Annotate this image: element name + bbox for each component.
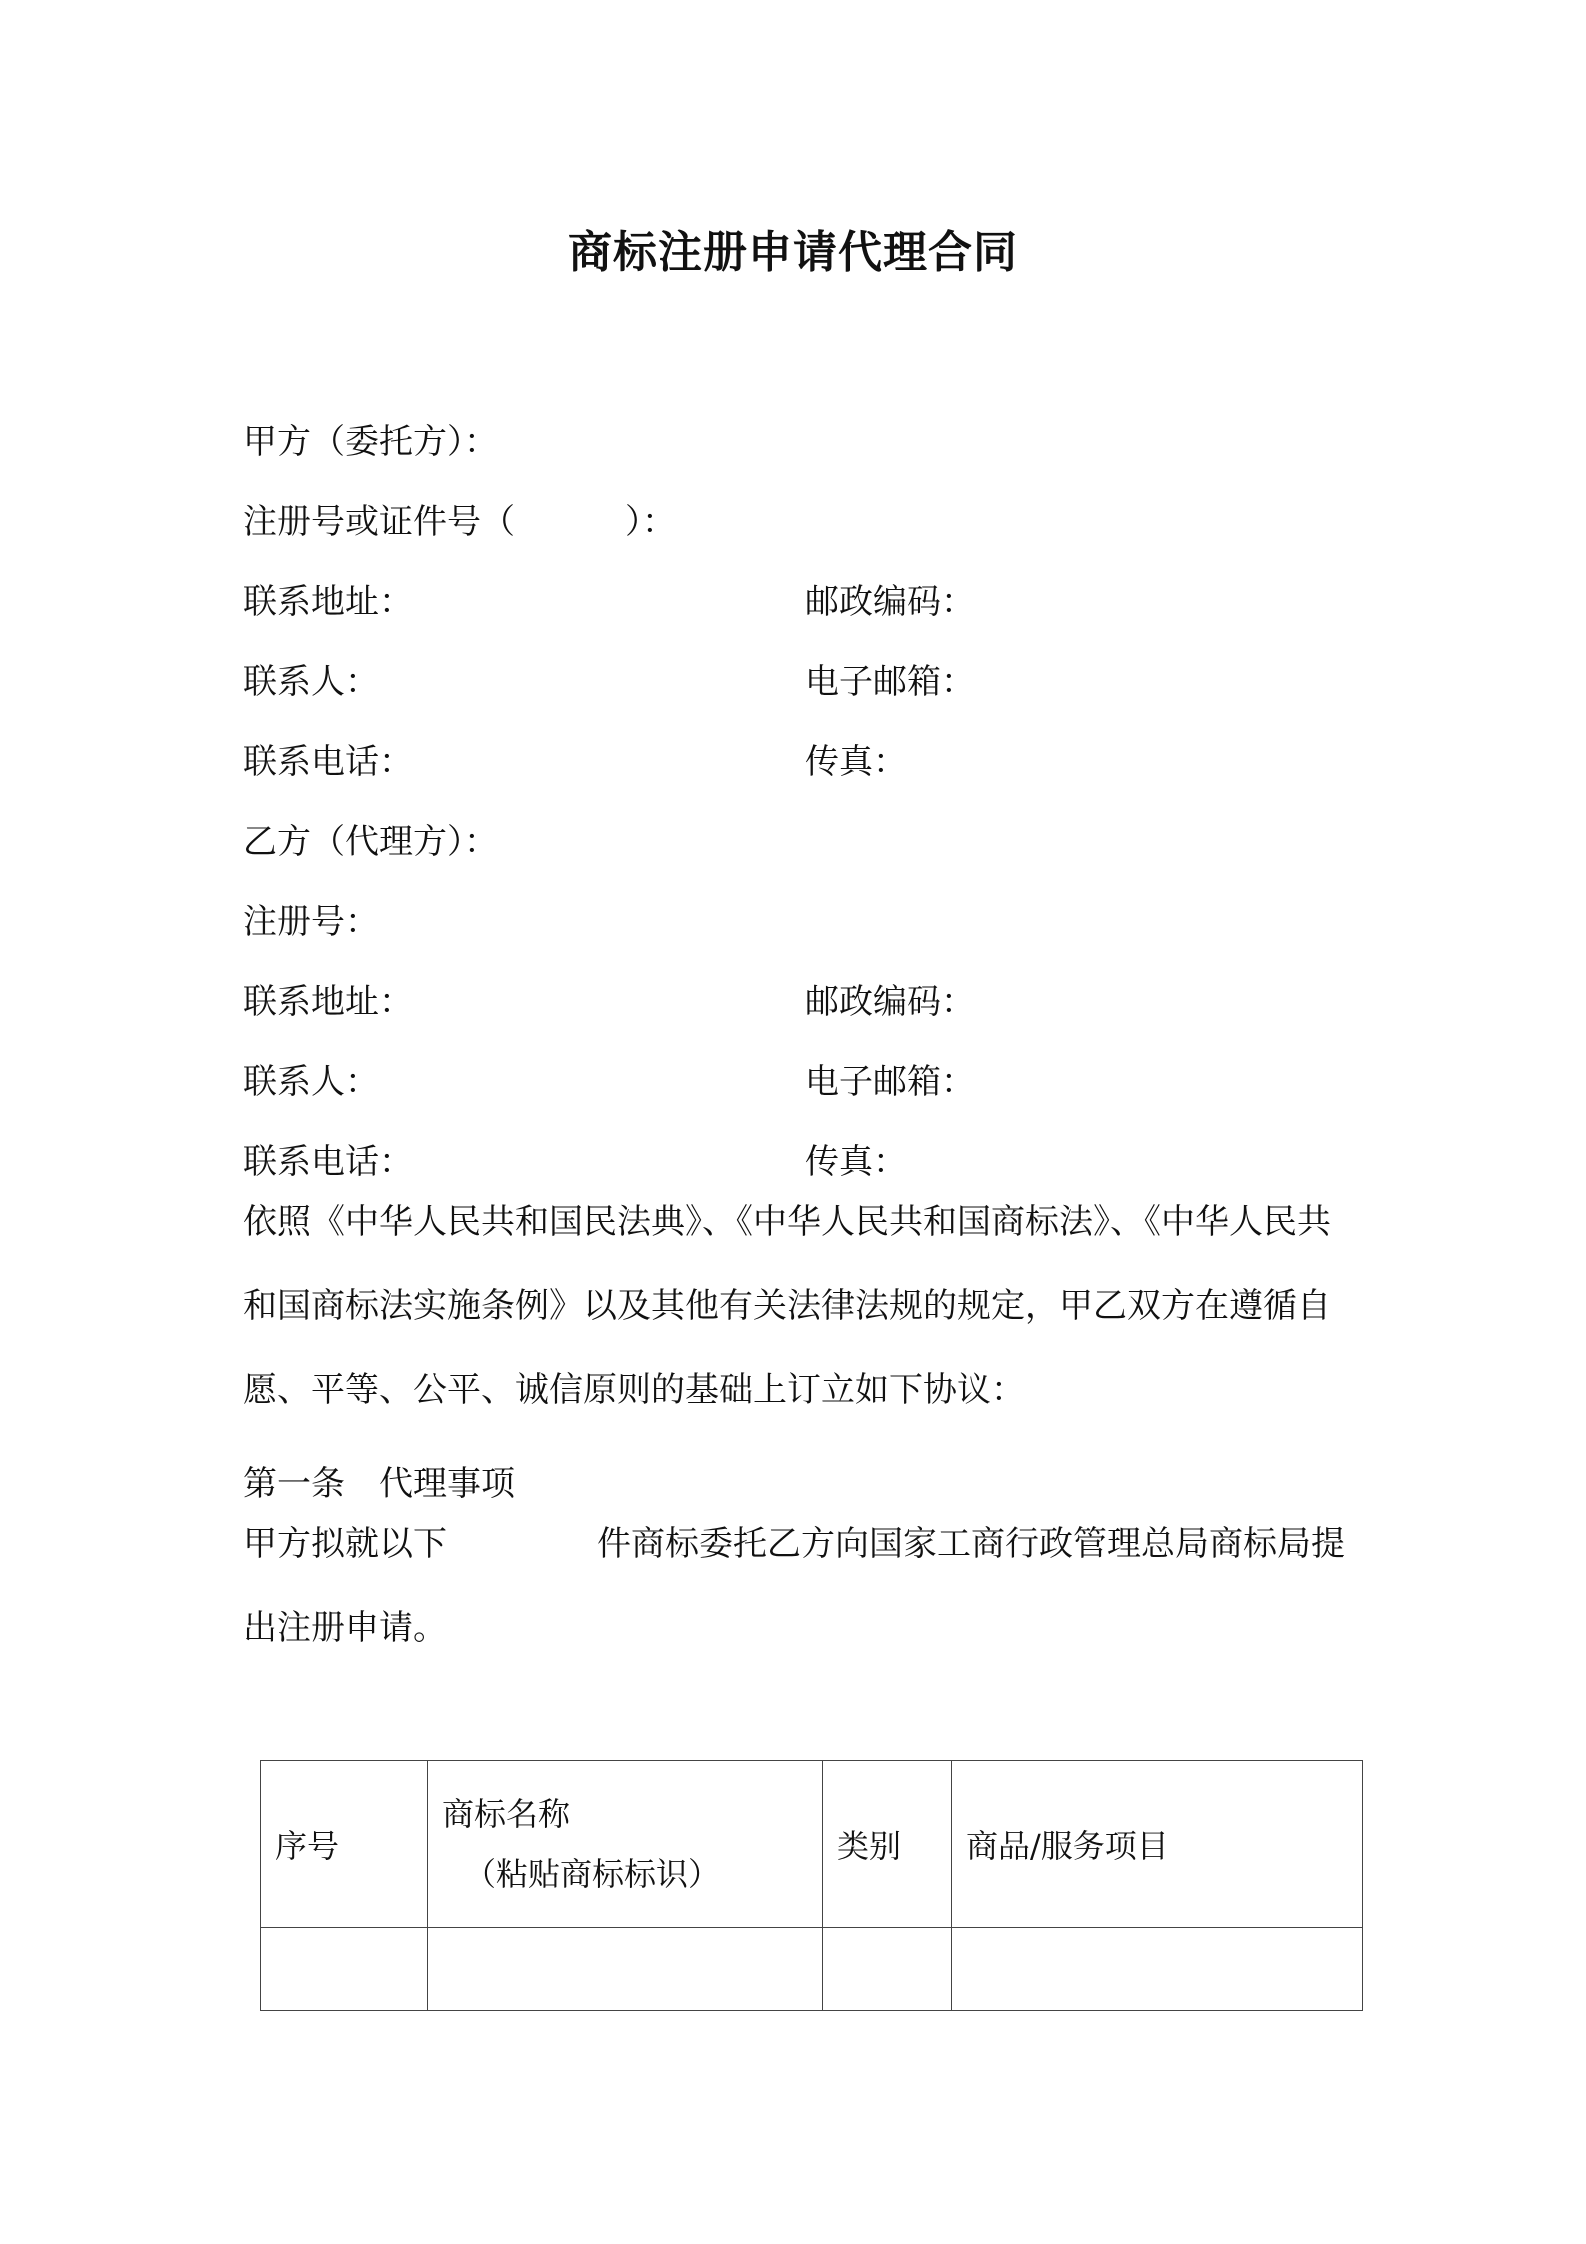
party-a-postcode-label: 邮政编码： — [805, 582, 975, 622]
trademark-table — [260, 1760, 1363, 2011]
party-a-contact-label: 联系人： — [243, 662, 379, 702]
preamble-paragraph: 依照《中华人民共和国民法典》、《中华人民共和国商标法》、《中华人民共和国商标法实施条例》以及其他有关法律法规的规定，甲乙双方在遵循自愿、平等、公平、诚信原则的基础上订立如下协议： — [243, 1202, 1331, 1410]
cell-class[interactable] — [823, 1928, 952, 2011]
party-b-contact-label: 联系人： — [243, 1062, 379, 1102]
article-1-text: 甲方拟就以下 件商标委托乙方向国家工商行政管理总局商标局提出注册申请。 — [243, 1524, 1345, 1648]
party-b-phone-label: 联系电话： — [243, 1142, 413, 1182]
party-b-heading: 乙方（代理方）： — [243, 822, 498, 862]
cell-goods-services[interactable] — [952, 1928, 1363, 2011]
party-b-fax-label: 传真： — [805, 1142, 907, 1182]
party-a-reg-label: 注册号或证件号（ ）： — [243, 502, 676, 542]
header-class: 类别 — [823, 1761, 952, 1928]
header-trademark-name: 商标名称 （粘贴商标标识） — [428, 1761, 823, 1928]
document-title: 商标注册申请代理合同 — [568, 227, 1018, 278]
party-a-fax-label: 传真： — [805, 742, 907, 782]
article-1-heading: 第一条 代理事项 — [243, 1464, 515, 1504]
cell-index[interactable] — [261, 1928, 428, 2011]
header-index: 序号 — [261, 1761, 428, 1928]
party-b-address-label: 联系地址： — [243, 982, 413, 1022]
party-a-email-label: 电子邮箱： — [805, 662, 975, 702]
party-b-email-label: 电子邮箱： — [805, 1062, 975, 1102]
party-a-address-label: 联系地址： — [243, 582, 413, 622]
party-b-postcode-label: 邮政编码： — [805, 982, 975, 1022]
party-b-reg-label: 注册号： — [243, 902, 379, 942]
cell-trademark-name[interactable] — [428, 1928, 823, 2011]
party-a-heading: 甲方（委托方）： — [243, 422, 498, 462]
party-a-phone-label: 联系电话： — [243, 742, 413, 782]
table-header-row — [261, 1761, 1363, 1928]
header-goods-services: 商品/服务项目 — [952, 1761, 1363, 1928]
table-row — [261, 1928, 1363, 2011]
